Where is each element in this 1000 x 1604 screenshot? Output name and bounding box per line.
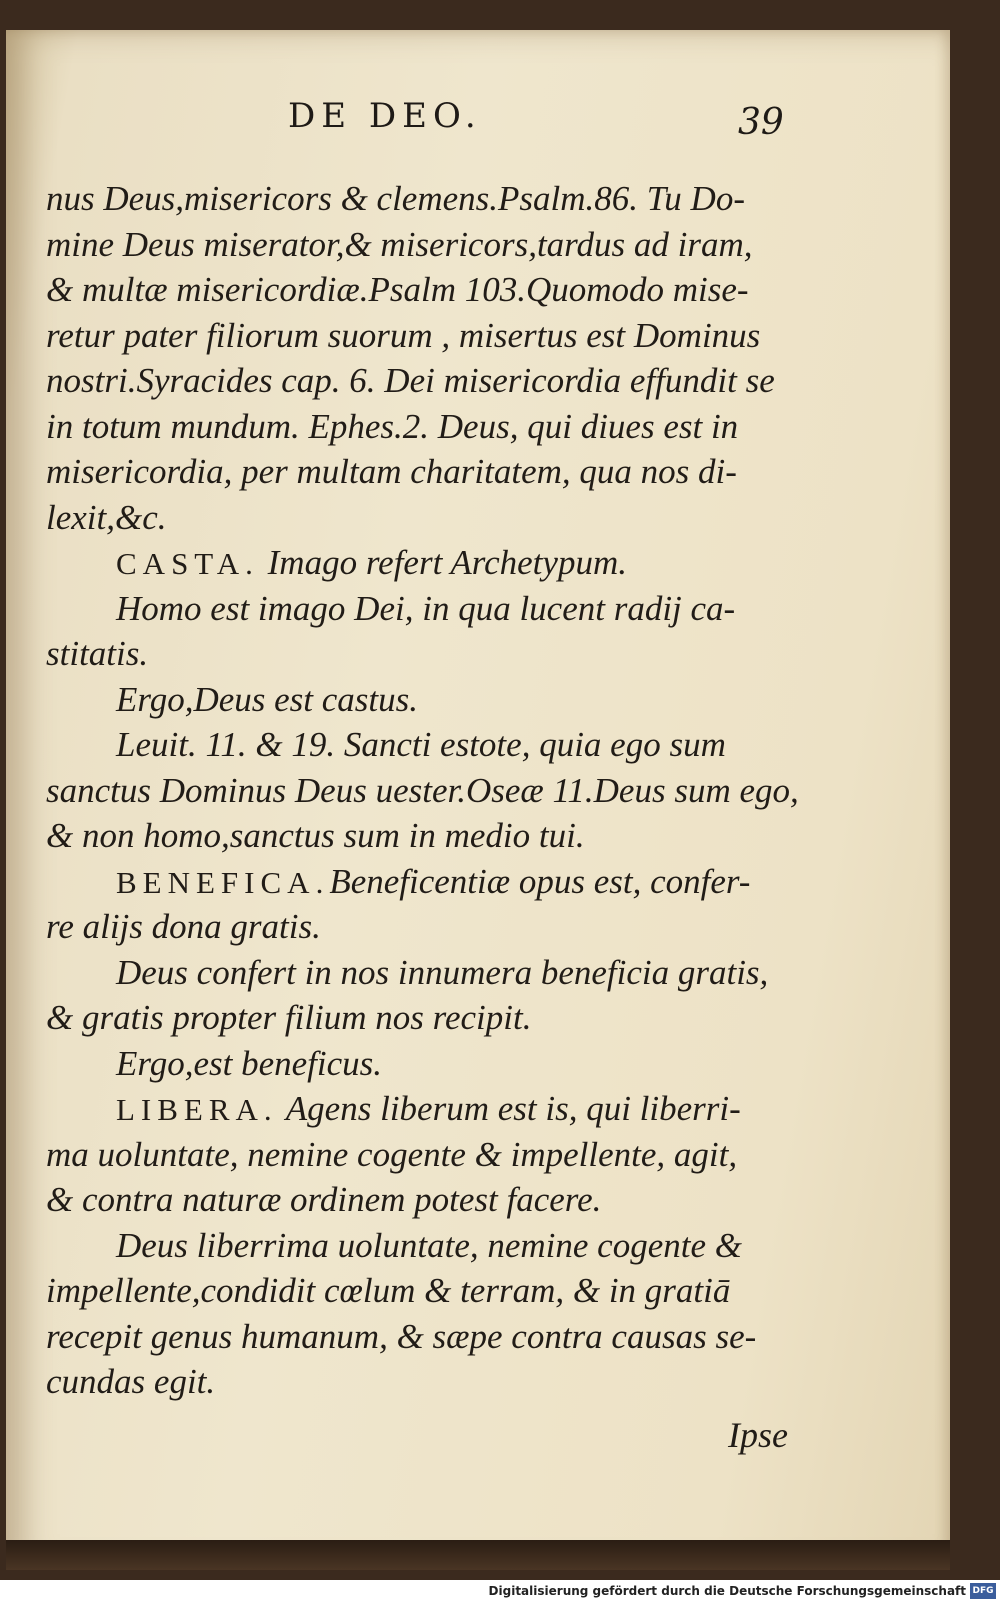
section-benefica bbox=[46, 859, 926, 905]
text-line: nostri.Syracides cap. 6. Dei misericordia effundit se bbox=[46, 361, 775, 400]
text-line: in totum mundum. Ephes.2. Deus, qui diues est in bbox=[46, 406, 739, 446]
text-line: & multæ misericordiæ.Psalm 103.Quomodo mise- bbox=[46, 270, 749, 309]
section-heading-benefica: BENEFICA. bbox=[116, 864, 330, 900]
text-line: lexit,&c. bbox=[46, 497, 167, 537]
section-casta bbox=[46, 540, 926, 586]
text-line: Deus liberrima uoluntate, nemine cogente & bbox=[116, 1225, 742, 1265]
text-line: recepit genus humanum, & sæpe contra causas se- bbox=[46, 1316, 757, 1356]
text-line: ma uoluntate, nemine cogente & impellente, agit, bbox=[46, 1134, 738, 1174]
footer-bar bbox=[0, 1580, 1000, 1604]
dfg-logo-icon: DFG bbox=[970, 1583, 996, 1599]
section-text: Imago refert Archetypum. bbox=[258, 543, 627, 582]
page-edge-shadow bbox=[6, 1540, 950, 1570]
text-line: impellente,condidit cœlum & terram, & in gratiā bbox=[46, 1271, 731, 1310]
text-line: Ergo,Deus est castus. bbox=[116, 679, 419, 719]
section-heading-casta: CASTA. bbox=[116, 546, 259, 581]
section-text: Agens liberum est is, qui liberri- bbox=[277, 1089, 741, 1128]
text-line: Leuit. 11. & 19. Sancti estote, quia ego sum bbox=[116, 725, 726, 764]
text-line: nus Deus,misericors & clemens.Psalm.86. Tu Do- bbox=[46, 179, 745, 218]
text-line: mine Deus miserator,& misericors,tardus ad iram, bbox=[46, 224, 753, 264]
text-line: & non homo,sanctus sum in medio tui. bbox=[46, 816, 585, 855]
text-line: & contra naturæ ordinem potest facere. bbox=[46, 1180, 602, 1219]
text-line: cundas egit. bbox=[46, 1362, 216, 1401]
text-line: sanctus Dominus Deus uester.Oseæ 11.Deus sum ego, bbox=[46, 770, 799, 810]
text-line: Homo est imago Dei, in qua lucent radij ca- bbox=[116, 588, 736, 628]
catchword: Ipse bbox=[728, 1415, 788, 1455]
running-head: DE DEO. bbox=[288, 96, 482, 136]
text-line: Deus confert in nos innumera beneficia gratis, bbox=[116, 952, 769, 992]
text-line: Ergo,est beneficus. bbox=[116, 1043, 383, 1083]
section-heading-libera: LIBERA. bbox=[116, 1092, 278, 1127]
digitization-credit: Digitalisierung gefördert durch die Deutsche Forschungsgemeinschaft bbox=[488, 1584, 966, 1598]
page-number: 39 bbox=[738, 102, 784, 143]
text-line: misericordia, per multam charitatem, qua nos di- bbox=[46, 452, 737, 491]
page-header bbox=[6, 96, 950, 156]
book-page bbox=[6, 30, 950, 1570]
text-line: re alijs dona gratis. bbox=[46, 907, 321, 946]
text-line: stitatis. bbox=[46, 634, 149, 673]
body-text bbox=[46, 176, 926, 1405]
text-line: & gratis propter filium nos recipit. bbox=[46, 998, 532, 1037]
text-line: retur pater filiorum suorum , misertus est Dominus bbox=[46, 315, 761, 355]
section-text: Beneficentiæ opus est, confer- bbox=[329, 861, 751, 901]
section-libera bbox=[46, 1086, 926, 1132]
